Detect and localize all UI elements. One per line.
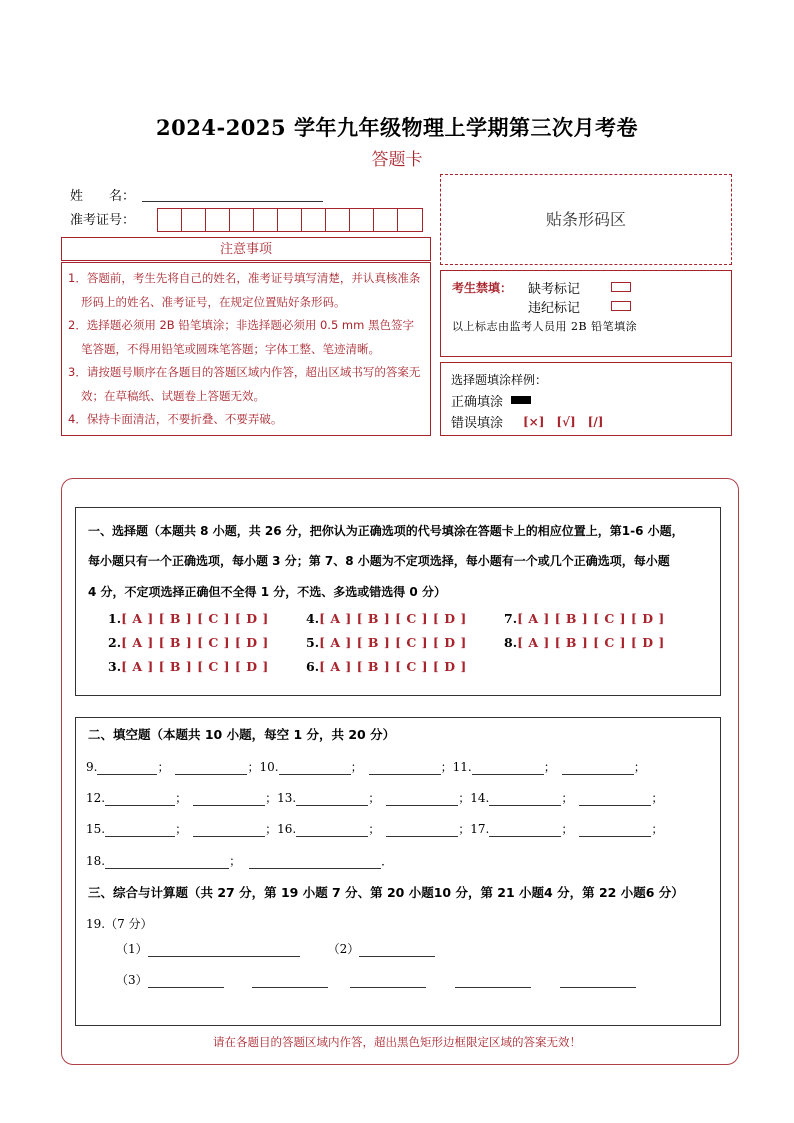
answer-blank[interactable] [386, 791, 458, 806]
answer-blank[interactable] [193, 822, 265, 837]
name-label: 姓 名： [70, 189, 136, 204]
answer-blank[interactable] [252, 973, 328, 988]
id-cell[interactable] [302, 209, 326, 231]
answer-blank[interactable] [279, 760, 351, 775]
answer-blank[interactable] [105, 854, 229, 869]
id-cell[interactable] [398, 209, 422, 231]
wrong-fill-marks: [×] [√] [/] [523, 415, 604, 429]
notice-list [61, 262, 431, 436]
answer-blank[interactable] [105, 822, 175, 837]
section3-heading: 三、综合与计算题（共 27 分，第 19 小题 7 分、第 20 小题10 分，第 21 小题4 分，第 22 小题6 分） [88, 885, 684, 900]
id-label: 准考证号： [70, 213, 136, 228]
id-cell[interactable] [374, 209, 398, 231]
answer-blank[interactable] [489, 822, 561, 837]
answer-blank[interactable] [175, 760, 247, 775]
choice-q1[interactable]: 1.[ A ] [ B ] [ C ] [ D ] [108, 611, 269, 626]
answer-blank[interactable] [148, 973, 224, 988]
page-title: 2024-2025 学年九年级物理上学期第三次月考卷 [156, 115, 638, 140]
id-cell[interactable] [350, 209, 374, 231]
choice-q6[interactable]: 6.[ A ] [ B ] [ C ] [ D ] [306, 659, 467, 674]
id-cell[interactable] [230, 209, 254, 231]
choice-q7[interactable]: 7.[ A ] [ B ] [ C ] [ D ] [504, 611, 665, 626]
choice-q4[interactable]: 4.[ A ] [ B ] [ C ] [ D ] [306, 611, 467, 626]
fill-row-18: 18. ； ． [86, 854, 394, 868]
answer-blank[interactable] [579, 791, 651, 806]
forbid-note: 以上标志由监考人员用 2B 铅笔填涂 [452, 320, 638, 333]
absent-mark-box[interactable] [611, 282, 631, 292]
section-fill-and-calc [75, 717, 721, 1026]
notice-heading: 注意事项 [61, 237, 431, 261]
section2-heading: 二、填空题（本题共 10 小题，每空 1 分，共 20 分） [88, 727, 396, 742]
answer-blank[interactable] [560, 973, 636, 988]
proctor-box [440, 270, 732, 357]
id-cell[interactable] [254, 209, 278, 231]
section1-line1: 一、选择题（本题共 8 小题，共 26 分，把你认为正确选项的代号填涂在答题卡上的相应位置上，第1-6 小题， [88, 524, 684, 538]
barcode-area: 贴条形码区 [440, 174, 732, 265]
answer-blank[interactable] [562, 760, 634, 775]
page-subtitle: 答题卡 [371, 150, 423, 170]
notice-item: 4．保持卡面清洁，不要折叠、不要弄破。 [68, 412, 283, 426]
id-cell[interactable] [206, 209, 230, 231]
answer-blank[interactable] [148, 942, 300, 957]
answer-blank[interactable] [97, 760, 157, 775]
answer-blank[interactable] [193, 791, 265, 806]
fill-row-9-11: 9. ； ；10. ； ；11. ； ； [86, 760, 646, 774]
answer-blank[interactable] [455, 973, 531, 988]
footer-warning: 请在各题目的答题区域内作答，超出黑色矩形边框限定区域的答案无效！ [213, 1035, 581, 1049]
id-cell[interactable] [158, 209, 182, 231]
sample-heading: 选择题填涂样例： [451, 373, 548, 387]
q19-row-3: （3） [116, 971, 636, 988]
answer-blank[interactable] [386, 822, 458, 837]
answer-blank[interactable] [249, 854, 381, 869]
answer-blank[interactable] [579, 822, 651, 837]
choice-q5[interactable]: 5.[ A ] [ B ] [ C ] [ D ] [306, 635, 467, 650]
correct-fill-label: 正确填涂 [451, 395, 504, 410]
id-cell[interactable] [182, 209, 206, 231]
q19-row-1: （1） （2） [116, 940, 435, 957]
answer-blank[interactable] [296, 791, 368, 806]
choice-q8[interactable]: 8.[ A ] [ B ] [ C ] [ D ] [504, 635, 665, 650]
fill-sample-box [440, 362, 732, 436]
answer-blank[interactable] [472, 760, 544, 775]
notice-item: 1．答题前，考生先将自己的姓名，准考证号填写清楚，并认真核准条形码上的姓名、准考证号，在规定位置贴好条形码。 [68, 271, 421, 309]
violation-label: 违纪标记 [528, 301, 581, 316]
violation-mark-box[interactable] [611, 301, 631, 311]
notice-item: 2．选择题必须用 2B 铅笔填涂；非选择题必须用 0.5 mm 黑色签字笔答题，不得用铅笔或圆珠笔答题；字体工整、笔迹清晰。 [68, 318, 414, 356]
correct-fill-mark [511, 396, 531, 404]
absent-label: 缺考标记 [528, 282, 581, 297]
answer-blank[interactable] [105, 791, 175, 806]
forbid-label: 考生禁填： [452, 281, 513, 295]
choice-q2[interactable]: 2.[ A ] [ B ] [ C ] [ D ] [108, 635, 269, 650]
name-field[interactable] [142, 186, 323, 202]
choice-q3[interactable]: 3.[ A ] [ B ] [ C ] [ D ] [108, 659, 269, 674]
answer-blank[interactable] [350, 973, 426, 988]
answer-blank[interactable] [369, 760, 441, 775]
section1-line3: 4 分，不定项选择正确但不全得 1 分，不选、多选或错选得 0 分） [88, 585, 446, 599]
answer-blank[interactable] [359, 942, 435, 957]
fill-row-12-14: 12. ； ；13. ； ；14. ； ； [86, 791, 664, 805]
answer-blank[interactable] [296, 822, 368, 837]
fill-row-15-17: 15. ； ；16. ； ；17. ； ； [86, 822, 664, 836]
q19-label: 19.（7 分） [86, 917, 153, 931]
answer-blank[interactable] [489, 791, 561, 806]
id-cell[interactable] [326, 209, 350, 231]
section-choice [75, 507, 721, 696]
notice-item: 3．请按题号顺序在各题目的答题区域内作答，超出区域书写的答案无效；在草稿纸、试题卷上答题无效。 [68, 365, 421, 403]
section1-line2: 每小题只有一个正确选项，每小题 3 分；第 7、8 小题为不定项选择，每小题有一个或几个正确选项，每小题 [88, 554, 670, 568]
id-cell[interactable] [278, 209, 302, 231]
id-number-boxes[interactable] [157, 208, 423, 232]
wrong-fill-label: 错误填涂 [451, 416, 504, 431]
